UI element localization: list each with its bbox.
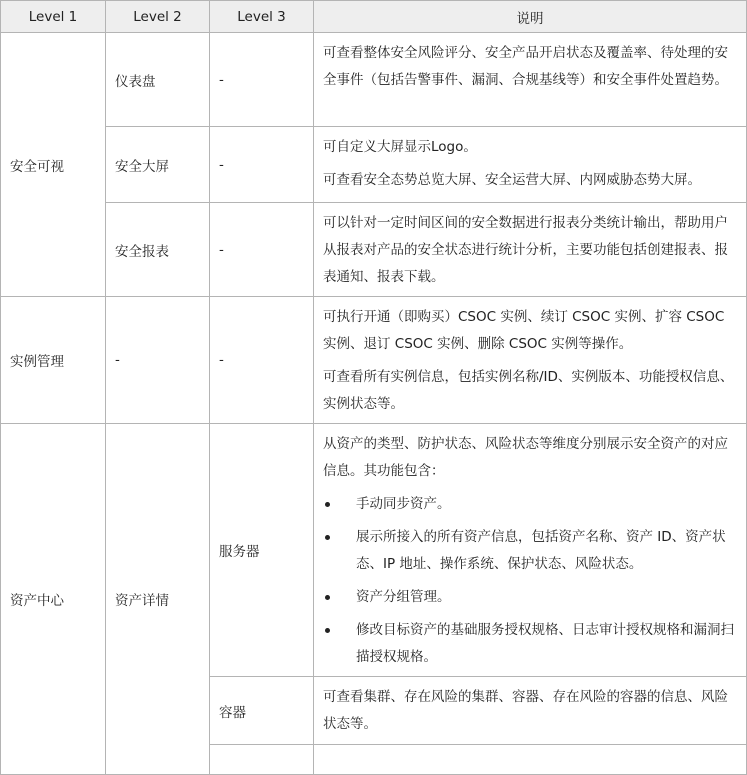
- list-item-text: 手动同步资产。: [356, 496, 451, 512]
- description-cell: [314, 424, 747, 677]
- bullet-icon: [325, 595, 330, 600]
- list-item: [323, 617, 738, 671]
- level3-cell: 容器: [210, 677, 314, 745]
- header-description: 说明: [314, 1, 747, 33]
- table-row: [1, 33, 747, 127]
- table-row: [1, 297, 747, 424]
- bullet-icon: [325, 535, 330, 540]
- description-cell: [314, 745, 747, 775]
- table-row: [1, 127, 747, 203]
- description-paragraph: 可自定义大屏显示Logo。: [323, 139, 477, 155]
- level3-cell: -: [210, 127, 314, 203]
- description-cell: [314, 203, 747, 297]
- list-item-text: 资产分组管理。: [356, 589, 451, 605]
- list-item: [323, 584, 738, 611]
- level2-cell: 安全报表: [106, 203, 210, 297]
- level3-cell: 服务器: [210, 424, 314, 677]
- bullet-icon: [325, 502, 330, 507]
- table-row: [1, 203, 747, 297]
- level2-cell: 仪表盘: [106, 33, 210, 127]
- list-item: [323, 524, 738, 578]
- level2-cell: -: [106, 297, 210, 424]
- bullet-icon: [325, 628, 330, 633]
- description-cell: [314, 677, 747, 745]
- description-paragraph: 可以针对一定时间区间的安全数据进行报表分类统计输出，帮助用户从报表对产品的安全状态进行统计分析，主要功能包括创建报表、报表通知、报表下载。: [323, 215, 728, 285]
- level3-cell: -: [210, 203, 314, 297]
- header-level1: Level 1: [1, 1, 106, 33]
- description-cell: [314, 297, 747, 424]
- level3-cell: -: [210, 33, 314, 127]
- bullet-list: [323, 491, 738, 671]
- list-item: [323, 491, 738, 518]
- level1-cell: 安全可视: [1, 33, 106, 297]
- description-paragraph: 从资产的类型、防护状态、风险状态等维度分别展示安全资产的对应信息。其功能包含：: [323, 436, 728, 479]
- table-row: [1, 424, 747, 677]
- list-item-text: 展示所接入的所有资产信息，包括资产名称、资产 ID、资产状态、IP 地址、操作系统、保护状态、风险状态。: [356, 529, 726, 572]
- description-paragraph: 可查看所有实例信息，包括实例名称/ID、实例版本、功能授权信息、实例状态等。: [323, 369, 734, 412]
- header-level3: Level 3: [210, 1, 314, 33]
- description-paragraph: 可查看安全态势总览大屏、安全运营大屏、内网威胁态势大屏。: [323, 172, 701, 188]
- level3-cell: [210, 745, 314, 775]
- level2-cell: 资产详情: [106, 424, 210, 775]
- level1-cell: 实例管理: [1, 297, 106, 424]
- level2-cell: 安全大屏: [106, 127, 210, 203]
- header-level2: Level 2: [106, 1, 210, 33]
- description-cell: [314, 127, 747, 203]
- description-paragraph: 可执行开通（即购买）CSOC 实例、续订 CSOC 实例、扩容 CSOC 实例、退订 CSOC 实例、删除 CSOC 实例等操作。: [323, 309, 725, 352]
- description-paragraph: 可查看整体安全风险评分、安全产品开启状态及覆盖率、待处理的安全事件（包括告警事件、漏洞、合规基线等）和安全事件处置趋势。: [323, 45, 728, 88]
- header-row: [1, 1, 747, 33]
- description-cell: [314, 33, 747, 127]
- description-paragraph: 可查看集群、存在风险的集群、容器、存在风险的容器的信息、风险状态等。: [323, 689, 728, 732]
- level3-cell: -: [210, 297, 314, 424]
- list-item-text: 修改目标资产的基础服务授权规格、日志审计授权规格和漏洞扫描授权规格。: [356, 622, 734, 665]
- level1-cell: 资产中心: [1, 424, 106, 775]
